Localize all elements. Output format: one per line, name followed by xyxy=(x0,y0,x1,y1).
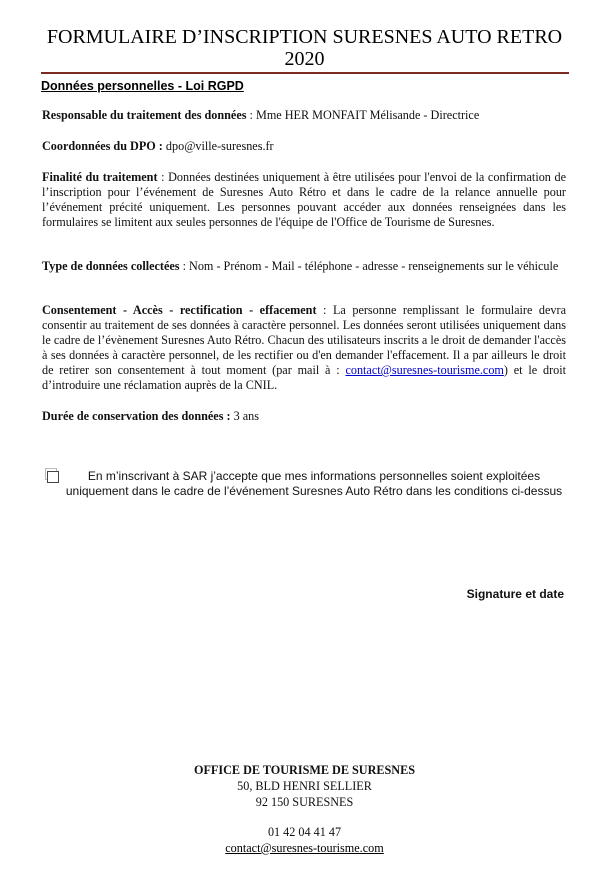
type-donnees-paragraph xyxy=(42,259,566,274)
footer-email-link[interactable]: contact@suresnes-tourisme.com xyxy=(225,841,384,855)
responsable-paragraph xyxy=(42,108,566,123)
header-divider xyxy=(41,72,569,74)
dpo-label: Coordonnées du DPO : xyxy=(42,139,163,153)
signature-label: Signature et date xyxy=(466,587,564,601)
duree-paragraph xyxy=(42,409,566,424)
responsable-label: Responsable du traitement des données xyxy=(42,108,247,122)
footer-phone: 01 42 04 41 47 xyxy=(267,825,342,839)
duree-value: 3 ans xyxy=(230,409,259,423)
finalite-label: Finalité du traitement xyxy=(42,170,158,184)
dpo-paragraph xyxy=(42,139,566,154)
type-donnees-value: : Nom - Prénom - Mail - téléphone - adresse - renseignements sur le véhicule xyxy=(179,259,559,273)
responsable-value: : Mme HER MONFAIT Mélisande - Directrice xyxy=(246,108,480,122)
footer-address-line-1: 50, BLD HENRI SELLIER xyxy=(237,779,372,793)
finalite-paragraph xyxy=(42,170,566,230)
consent-checkbox-label: En m’inscrivant à SAR j’accepte que mes informations personnelles soient exploitées uniquement dans le cadre de l’événement Suresnes Auto Rétro dans les conditions ci-dessus xyxy=(65,469,563,498)
consent-checkbox[interactable] xyxy=(47,471,59,483)
title-line-1: FORMULAIRE D’INSCRIPTION SURESNES AUTO RETRO xyxy=(46,26,563,48)
contact-email-link[interactable]: contact@suresnes-tourisme.com xyxy=(345,363,504,377)
consentement-text: : La personne remplissant le formulaire devra consentir au traitement de ses données à caractère personnel. Les données seront utilisées uniquement dans le cadre de l’évènement Suresnes Auto Rétro. Chacun des utilisateurs inscrits a le droit de demander l'accès à ses données à caractère personnel, de les rectifier ou d'en demander l'effacement. Il a par ailleurs le droit de retirer son consentement à tout moment (par mail à : xyxy=(42,303,566,377)
footer-address-line-2: 92 150 SURESNES xyxy=(255,795,354,809)
consent-checkbox-row xyxy=(47,469,567,499)
section-header: Données personnelles - Loi RGPD xyxy=(41,79,244,93)
footer-spacer xyxy=(0,810,609,824)
type-donnees-label: Type de données collectées xyxy=(42,259,180,273)
footer-organization: OFFICE DE TOURISME DE SURESNES xyxy=(193,763,415,777)
consentement-text-end: ) et le droit d’introduire une réclamation auprès de la CNIL. xyxy=(42,363,566,392)
finalite-value: : Données destinées uniquement à être utilisées pour l'envoi de la confirmation de l’inscription pour l’événement de Suresnes Auto Rétro et dans le cadre de la relance annuelle pour l’événement précité uniquement. Les personnes pouvant accéder aux données renseignées dans les formulaires se limitent aux seules personnes de l'équipe de l'Office de Tourisme de Suresnes. xyxy=(42,170,566,229)
duree-label: Durée de conservation des données : xyxy=(42,409,231,423)
consentement-paragraph xyxy=(42,303,566,393)
document-title xyxy=(0,26,609,70)
dpo-value: dpo@ville-suresnes.fr xyxy=(162,139,274,153)
title-line-2: 2020 xyxy=(284,48,325,70)
footer xyxy=(0,762,609,856)
consentement-label: Consentement - Accès - rectification - effacement xyxy=(42,303,317,317)
